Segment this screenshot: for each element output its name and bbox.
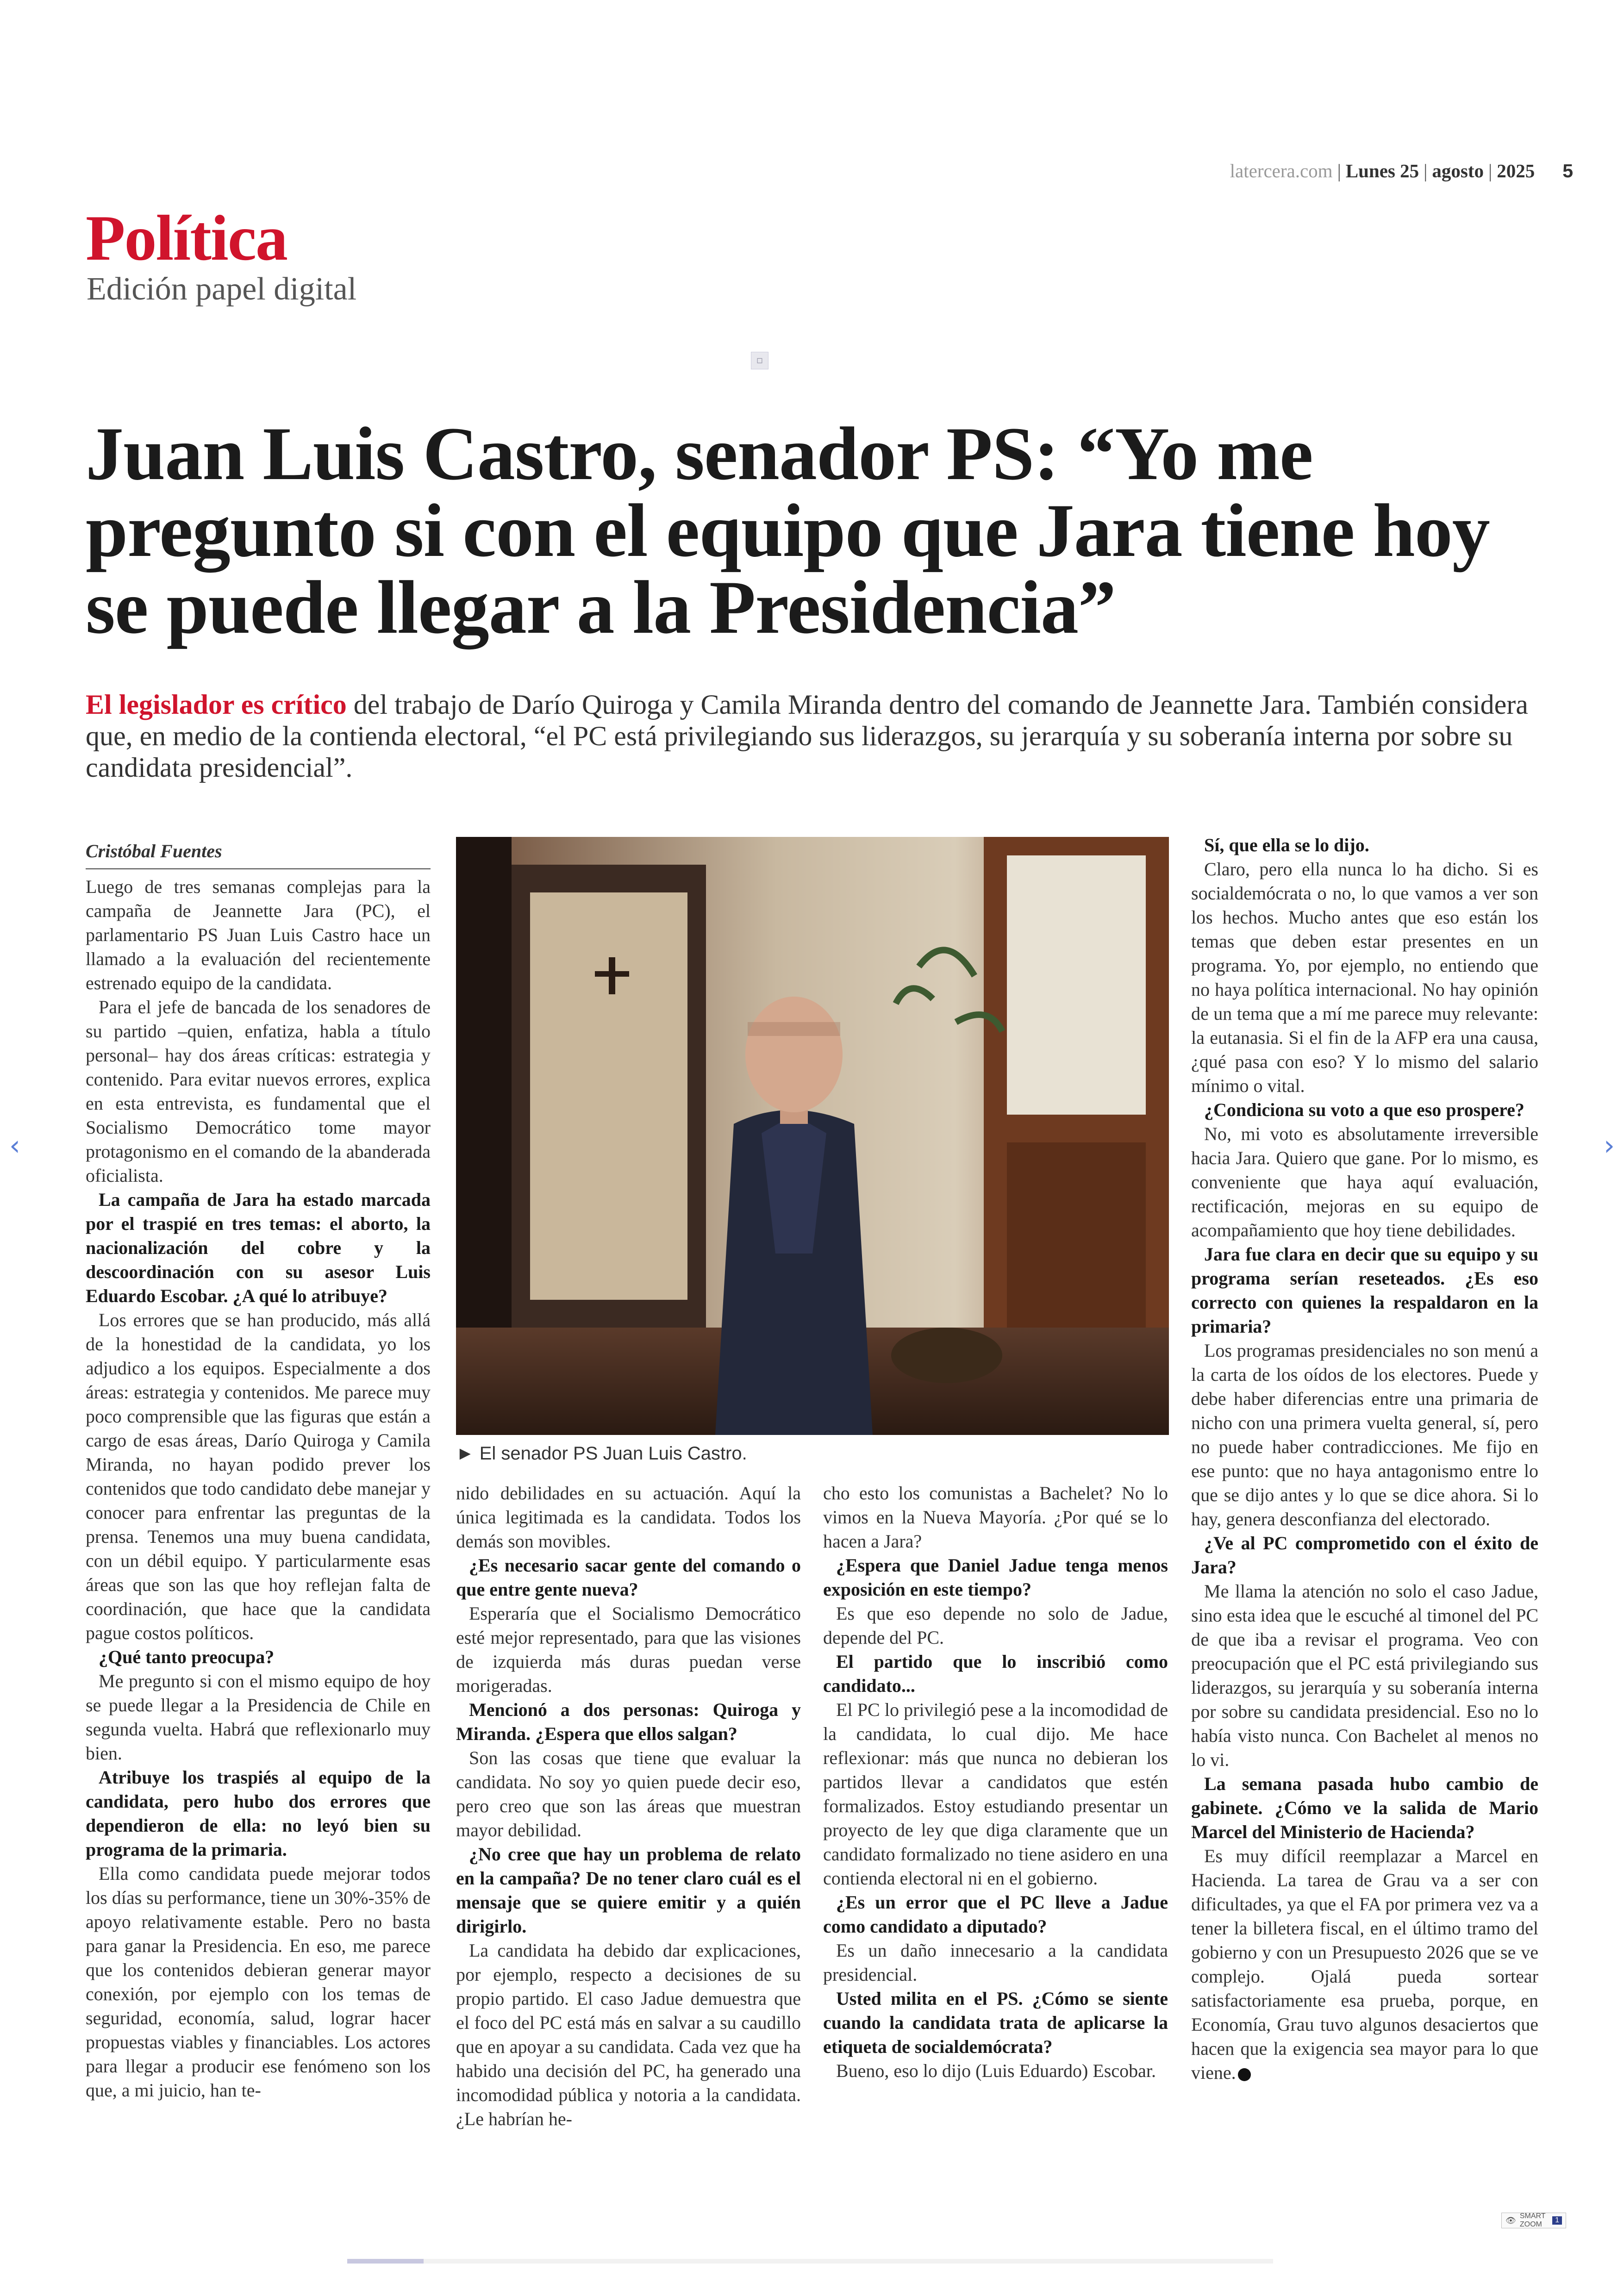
article-paragraph: Es que eso depende no solo de Jadue, depende del PC. bbox=[823, 1603, 1168, 1648]
interview-question: Usted milita en el PS. ¿Cómo se siente cuando la candidata trata de aplicarse la etiqueta de socialdemócrata? bbox=[823, 1988, 1168, 2057]
smart-zoom-button[interactable] bbox=[1501, 2213, 1566, 2228]
article-paragraph: Los errores que se han producido, más allá de la honestidad de la candidata, yo los adjudico a los equipos. Especialmente a dos áreas: estrategia y contenidos. Me parece muy poco comprensible que las figuras que están a cargo de esas áreas, Darío Quiroga y Camila Miranda, no hayan podido prever los contenidos que todo candidato debe manejar y conocer para enfrentar las preguntas de la prensa. Tenemos una muy buena candidata, con un débil equipo. Y particularmente esas áreas que son las que hoy reflejan falta de coordinación, que hace que la candidata pague costos políticos. bbox=[86, 1310, 431, 1643]
article-paragraph: Es un daño innecesario a la candidata presidencial. bbox=[823, 1940, 1168, 1985]
interview-question: ¿Es un error que el PC lleve a Jadue como candidato a diputado? bbox=[823, 1892, 1168, 1937]
smart-zoom-label: SMART ZOOM bbox=[1519, 2212, 1546, 2228]
interview-question: Sí, que ella se lo dijo. bbox=[1204, 835, 1369, 855]
horizontal-scrollbar[interactable] bbox=[347, 2259, 1273, 2264]
article-paragraph: Los programas presidenciales no son menú a la carta de los oídos de los electores. Puede y debe haber diferencias entre una primaria de nicho con una primera vuelta general, sí, pero no puede haber contradicciones. Me fijo en ese punto: que no haya antagonismo entre lo que se dijo antes y lo que se dice ahora. Si lo hay, genera desconfianza del electorado. bbox=[1191, 1340, 1538, 1529]
eye-icon: 👁 bbox=[1505, 2215, 1516, 2225]
article-paragraph: Son las cosas que tiene que evaluar la candidata. No soy yo quien puede decir eso, pero creo que son las áreas que muestran mayor debilidad. bbox=[456, 1747, 801, 1840]
article-paragraph: Para el jefe de bancada de los senadores de su partido –quien, enfatiza, habla a título personal– hay dos áreas críticas: estrategia y contenido. Para evitar nuevos errores, explica en esta entrevista, es fundamental que el Socialismo Democrático tome mayor protagonismo en el comando de la abanderada oficialista. bbox=[86, 997, 431, 1186]
page-number: 5 bbox=[1562, 160, 1573, 181]
article-paragraph: Me llama la atención no solo el caso Jadue, sino esta idea que le escuché al timonel del PC de que iba a revisar el programa. Veo con preocupación que el PC está privilegiando sus liderazgos, su jerarquía y su soberanía interna por sobre su candidata presidencial. Eso no lo había visto nunca. Con Bachelet al menos no lo vi. bbox=[1191, 1581, 1538, 1770]
end-of-article-icon bbox=[1238, 2068, 1251, 2081]
scrollbar-thumb[interactable] bbox=[347, 2259, 424, 2264]
column-2 bbox=[456, 1481, 801, 2131]
lede-text: del trabajo de Darío Quiroga y Camila Miranda dentro del comando de Jeannette Jara. También considera que, en medio de la contienda electoral, “el PC está privilegiando sus liderazgos, su jerarquía y su soberanía interna por sobre su candidata presidencial”. bbox=[86, 689, 1528, 783]
article-paragraph: Claro, pero ella nunca lo ha dicho. Si es socialdemócrata o no, lo que vamos a ver son los hechos. Mucho antes que eso están los temas que deben estar presentes en un programa. Yo, por ejemplo, no entiendo que no haya política internacional. No hay opinión de un tema que a mí me parece muy relevante: la eutanasia. Si el fin de la AFP era una causa, ¿qué pasa con eso? Y lo mismo del salario mínimo o vital. bbox=[1191, 859, 1538, 1096]
interview-question: ¿No cree que hay un problema de relato en la campaña? De no tener claro cuál es el mensaje que se quiere emitir y a quién dirigirlo. bbox=[456, 1844, 801, 1937]
article-paragraph: nido debilidades en su actuación. Aquí la única legitimada es la candidata. Todos los demás son movibles. bbox=[456, 1483, 801, 1552]
chevron-right-icon[interactable]: › bbox=[1604, 1129, 1615, 1162]
article-paragraph: Bueno, eso lo dijo (Luis Eduardo) Escobar. bbox=[836, 2060, 1156, 2081]
article-paragraph: Ella como candidata puede mejorar todos los días su performance, tiene un 30%-35% de apoyo relativamente estable. Pero no basta para ganar la Presidencia. En eso, me parece que los contenidos debieran generar mayor conexión, por ejemplo con los temas de seguridad, economía, salud, lograr hacer propuestas viables y financiables. Los actores para llegar a producir ese fenómeno son los que, a mi juicio, han te- bbox=[86, 1863, 431, 2101]
interview-question: La campaña de Jara ha estado marcada por el traspié en tres temas: el aborto, la nacionalización del cobre y la descoordinación con su asesor Luis Eduardo Escobar. ¿A qué lo atribuye? bbox=[86, 1189, 431, 1306]
interview-question: ¿Condiciona su voto a que eso prospere? bbox=[1204, 1099, 1524, 1120]
interview-question: La semana pasada hubo cambio de gabinete. ¿Cómo ve la salida de Mario Marcel del Ministerio de Hacienda? bbox=[1191, 1773, 1538, 1842]
lede-highlight: El legislador es crítico bbox=[86, 689, 347, 720]
section-subtitle: Edición papel digital bbox=[87, 271, 357, 307]
article-paragraph: Me pregunto si con el mismo equipo de hoy se puede llegar a la Presidencia de Chile en segunda vuelta. Habrá que reflexionarlo muy bien. bbox=[86, 1671, 431, 1764]
article-paragraph: cho esto los comunistas a Bachelet? No lo vimos en la Nueva Mayoría. ¿Por qué se lo hacen a Jara? bbox=[823, 1483, 1168, 1552]
interview-question: Atribuye los traspiés al equipo de la candidata, pero hubo dos errores que dependieron de ella: no leyó bien su programa de la primaria. bbox=[86, 1767, 431, 1860]
byline: Cristóbal Fuentes bbox=[86, 840, 431, 869]
header-year: 2025 bbox=[1497, 160, 1535, 181]
lede bbox=[86, 689, 1567, 783]
chevron-left-icon[interactable]: ‹ bbox=[9, 1129, 20, 1162]
column-4 bbox=[1191, 833, 1538, 2085]
header-day: Lunes 25 bbox=[1345, 160, 1419, 181]
article-paragraph: El PC lo privilegió pese a la incomodidad de la candidata, lo cual dijo. Me hace reflexionar: más que nunca no debieran los partidos llevar a candidatos que estén formalizados. Estoy estudiando presentar un proyecto de ley que diga claramente que un candidato formalizado no tiene asidero en una contienda electoral ni en el gobierno. bbox=[823, 1699, 1168, 1889]
interview-question: El partido que lo inscribió como candidato... bbox=[823, 1651, 1168, 1696]
interview-question: ¿Qué tanto preocupa? bbox=[99, 1646, 275, 1667]
image-placeholder-icon: ▫ bbox=[751, 352, 768, 369]
interview-question: Jara fue clara en decir que su equipo y su programa serían reseteados. ¿Es eso correcto con quienes la respaldaron en la primaria? bbox=[1191, 1244, 1538, 1337]
interview-question: ¿Es necesario sacar gente del comando o que entre gente nueva? bbox=[456, 1555, 801, 1600]
page-header: latercera.com | Lunes 25 | agosto | 2025 5 bbox=[1230, 160, 1573, 181]
photo-caption: ► El senador PS Juan Luis Castro. bbox=[456, 1443, 747, 1464]
column-3 bbox=[823, 1481, 1168, 2083]
interview-question: Mencionó a dos personas: Quiroga y Miranda. ¿Espera que ellos salgan? bbox=[456, 1699, 801, 1744]
photo-illustration bbox=[456, 837, 1169, 1435]
article-paragraph: Esperaría que el Socialismo Democrático esté mejor representado, para que las visiones de izquierda más duras puedan verse morigeradas. bbox=[456, 1603, 801, 1696]
interview-question: ¿Espera que Daniel Jadue tenga menos exposición en este tiempo? bbox=[823, 1555, 1168, 1600]
section-title: Política bbox=[86, 202, 287, 274]
site-name[interactable]: latercera.com bbox=[1230, 160, 1333, 181]
zoom-page-indicator: 1 bbox=[1552, 2216, 1562, 2225]
interview-question: ¿Ve al PC comprometido con el éxito de Jara? bbox=[1191, 1533, 1538, 1578]
article-paragraph: Luego de tres semanas complejas para la campaña de Jeannette Jara (PC), el parlamentario PS Juan Luis Castro hace un llamado a la evaluación del recientemente estrenado equipo de la candidata. bbox=[86, 876, 431, 993]
headline: Juan Luis Castro, senador PS: “Yo me pregunto si con el equipo que Jara tiene hoy se puede llegar a la Presidencia” bbox=[86, 412, 1490, 649]
article-paragraph: No, mi voto es absolutamente irreversible hacia Jara. Quiero que gane. Por lo mismo, es conveniente que haya aquí evaluación, rectificación, mejoras en su equipo de acompañamiento que hoy tiene debilidades. bbox=[1191, 1123, 1538, 1241]
article-paragraph: Es muy difícil reemplazar a Marcel en Hacienda. La tarea de Grau va a ser con dificultades, ya que el FA por primera vez va a tener la billetera fiscal, en el último tramo del gobierno y con un Presupuesto 2026 que se ve complejo. Ojalá pueda sortear satisfactoriamente esa prueba, porque, en Economía, Grau tuvo algunos desaciertos que hacen que la exigencia sea mayor para lo que viene. bbox=[1191, 1846, 1538, 2083]
article-paragraph: La candidata ha debido dar explicaciones, por ejemplo, respecto a decisiones de su propio partido. El caso Jadue demuestra que el foco del PC está más en salvar a su caudillo que en apoyar a su candidata. Cada vez que ha habido una decisión del PC, ha generado una incomodidad pública y notoria a la candidata. ¿Le habrían he- bbox=[456, 1940, 801, 2129]
column-1 bbox=[86, 875, 431, 2102]
header-month: agosto bbox=[1432, 160, 1484, 181]
senator-photo bbox=[456, 837, 1169, 1435]
